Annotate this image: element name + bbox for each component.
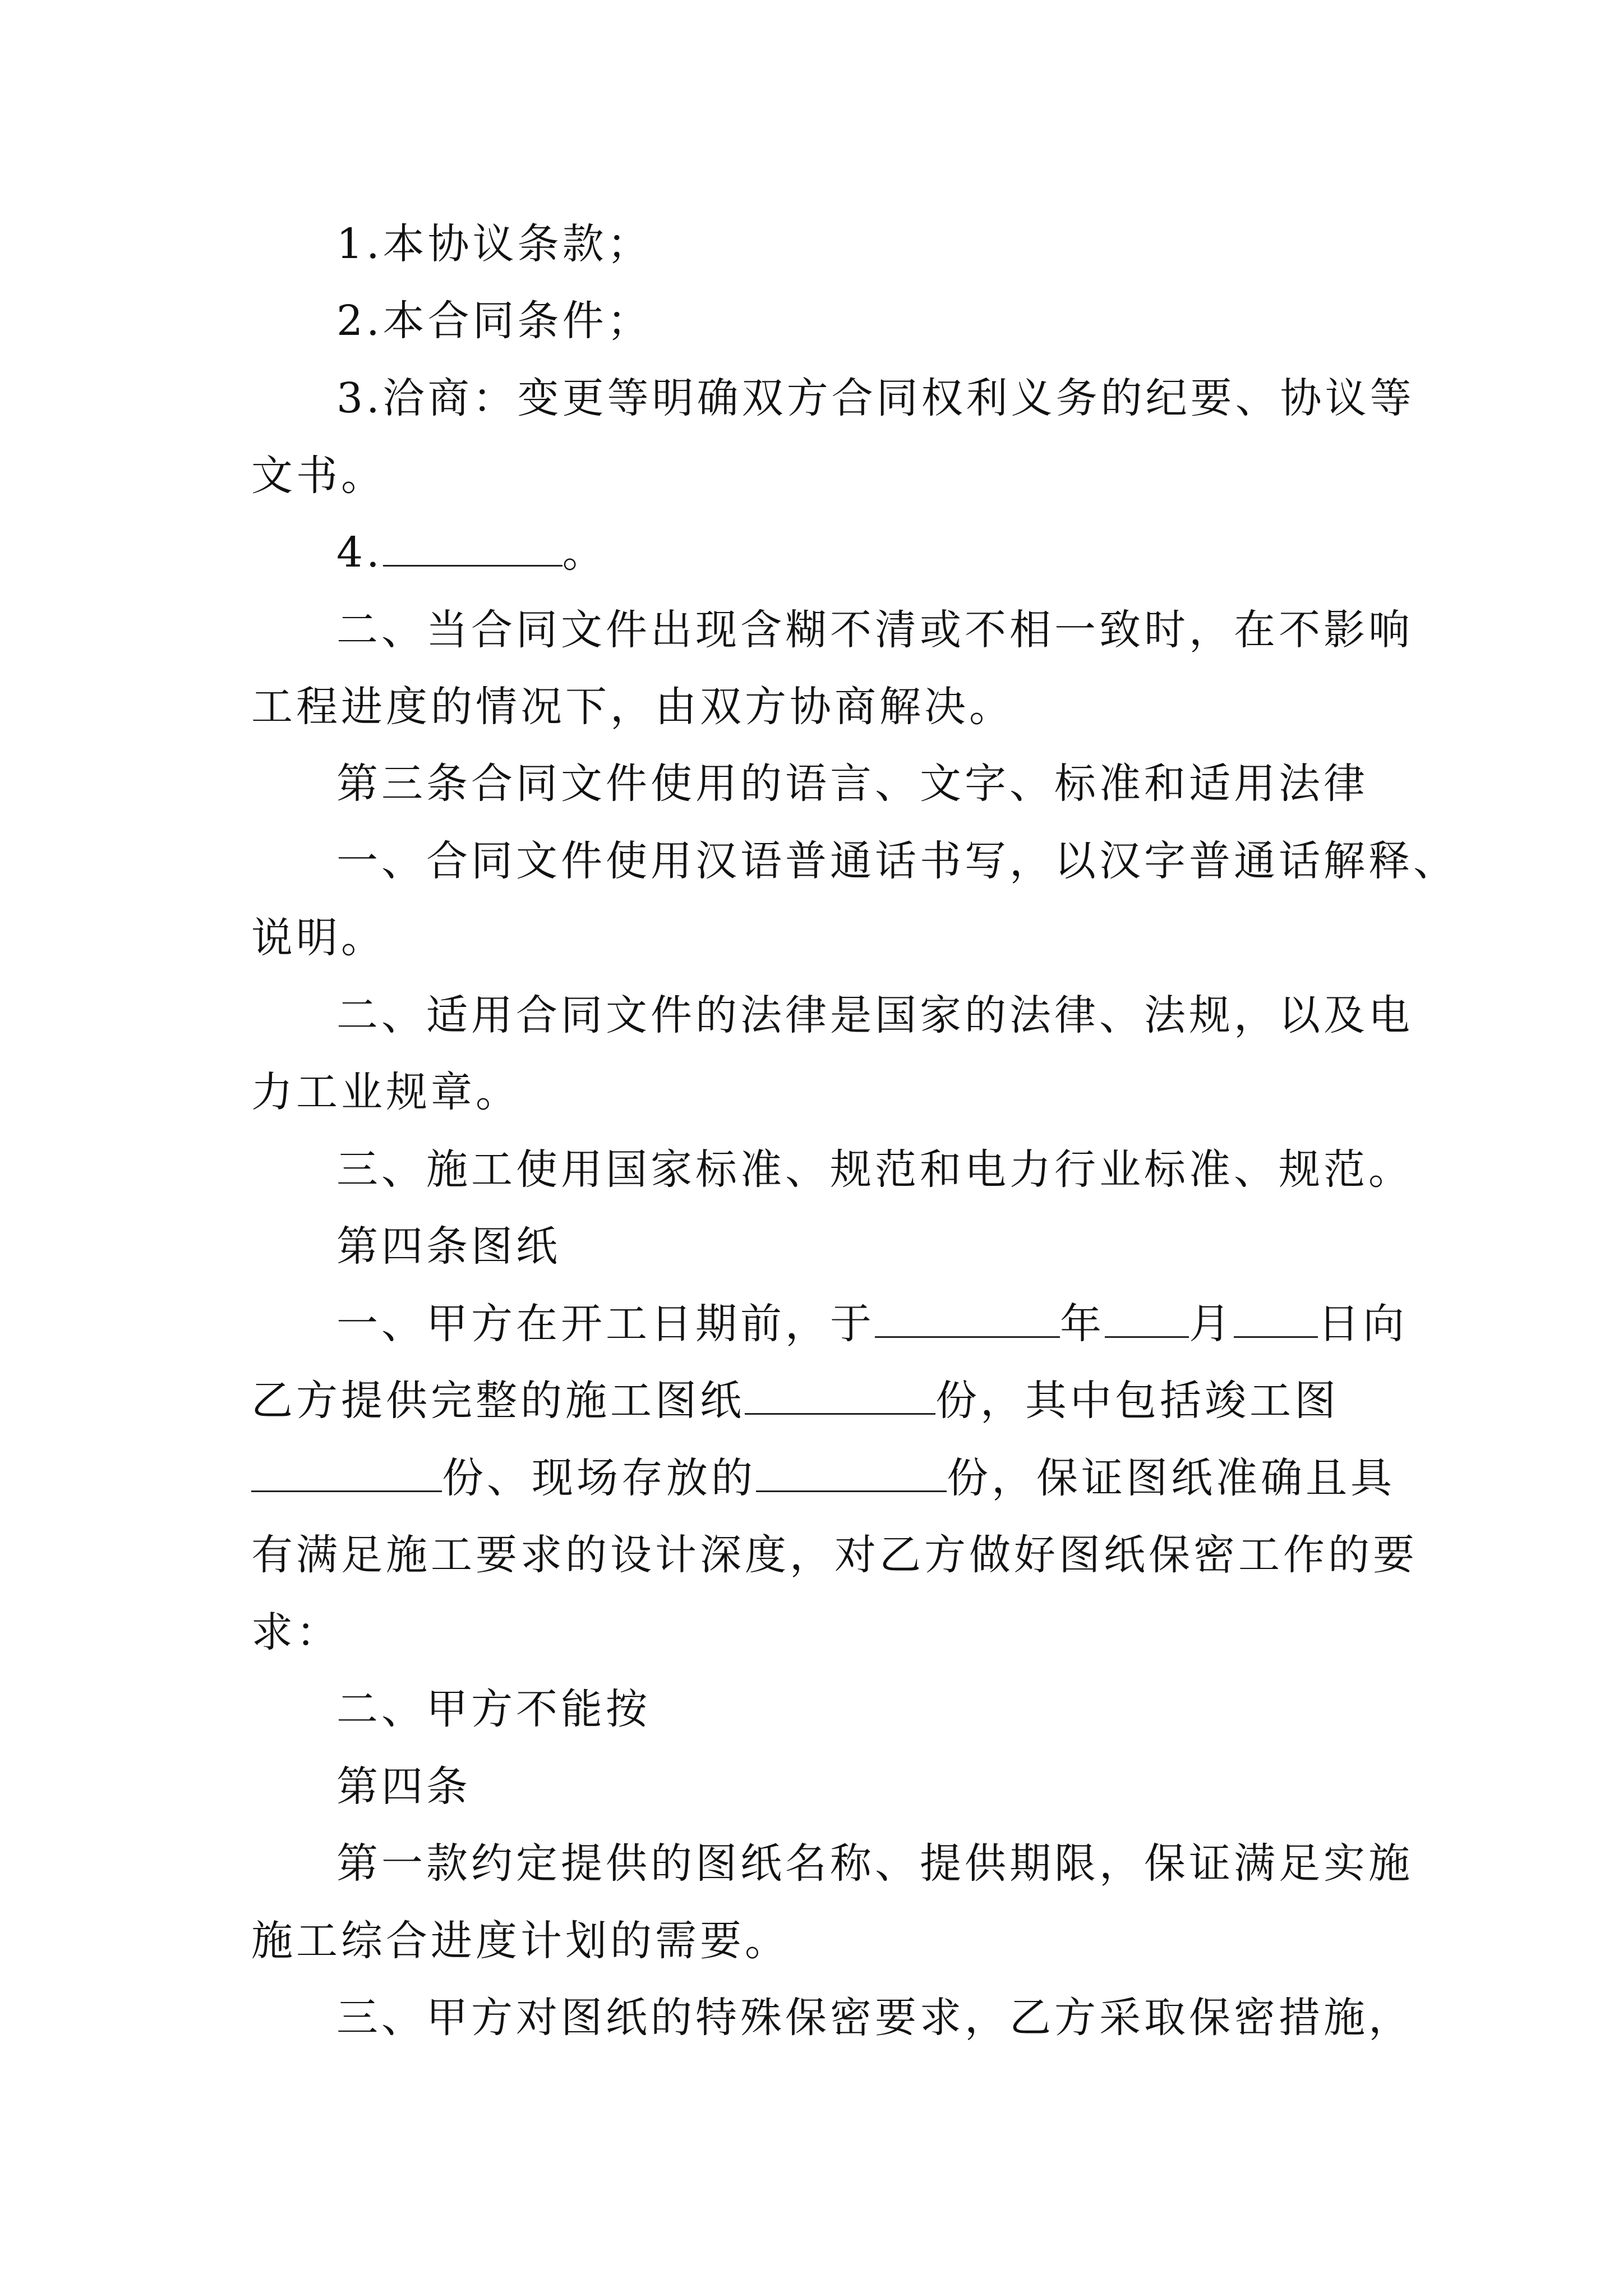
article-4-item-1: [336, 1296, 1408, 1352]
article-4-item-1-cont-3: [251, 1527, 1418, 1583]
article-4-item-1-cont-1: [251, 1373, 1390, 1429]
article-4-item-2: [336, 1681, 1391, 1737]
article-3-item-1-cont-text: 说明。: [251, 914, 386, 962]
article-3-heading-text: 第三条合同文件使用的语言、文字、标准和适用法律: [336, 760, 1368, 808]
article-3-item-2-text: 二、适用合同文件的法律是国家的法律、法规，以及电: [336, 991, 1413, 1039]
article-3-item-2-cont-text: 力工业规章。: [251, 1068, 520, 1116]
article-4-ref-text: 第四条: [336, 1763, 471, 1811]
year-blank: [875, 1297, 1060, 1338]
month-label: 月: [1189, 1300, 1234, 1348]
guarantee-text: 份，保证图纸准确且具: [947, 1454, 1395, 1502]
article-4-clause-1-text: 第一款约定提供的图纸名称、提供期限，保证满足实施: [336, 1839, 1413, 1888]
article-3-item-2-cont: [251, 1064, 1390, 1120]
onsite-copies-text: 份、现场存放的: [442, 1454, 756, 1502]
clause-item-4-label: 4.: [336, 528, 383, 577]
article-3-item-1: [336, 833, 1458, 889]
article-4-item-3: [336, 1990, 1413, 2046]
article-4-clause-1-cont: [251, 1913, 1390, 1969]
article-4-item-1-cont-4-text: 求：: [251, 1608, 341, 1657]
article-4-item-3-text: 三、甲方对图纸的特殊保密要求，乙方采取保密措施，: [336, 1994, 1413, 2042]
paragraph-2-cont-text: 工程进度的情况下，由双方协商解决。: [251, 683, 1014, 731]
year-label: 年: [1060, 1300, 1105, 1348]
drawing-copies-blank: [745, 1374, 935, 1415]
day-blank: [1234, 1297, 1318, 1338]
article-3-item-2: [336, 987, 1413, 1043]
month-blank: [1105, 1297, 1189, 1338]
day-label: 日向: [1318, 1300, 1408, 1348]
drawing-copies-text: 乙方提供完整的施工图纸: [251, 1377, 745, 1425]
article-3-heading: [336, 756, 1391, 812]
clause-item-2: [336, 293, 1391, 349]
article-4-item-1-cont-2: [251, 1450, 1395, 1506]
article-3-item-1-cont: [251, 910, 1390, 966]
clause-item-4: [336, 524, 1391, 581]
article-4-ref: [336, 1759, 1391, 1815]
article-4-clause-1: [336, 1835, 1413, 1892]
as-built-blank: [251, 1451, 442, 1492]
clause-item-1-text: 1.本协议条款；: [336, 220, 652, 268]
article-3-item-3: [336, 1142, 1413, 1198]
article-4-item-1-text: 一、甲方在开工日期前，于: [336, 1300, 875, 1348]
article-4-item-2-text: 二、甲方不能按: [336, 1685, 651, 1733]
clause-item-3-cont: [251, 448, 1390, 504]
clause-item-2-text: 2.本合同条件；: [336, 297, 652, 345]
paragraph-2: [336, 602, 1413, 658]
as-built-text: 份，其中包括竣工图: [935, 1377, 1339, 1425]
clause-item-3-text: 3.洽商：变更等明确双方合同权利义务的纪要、协议等: [336, 374, 1415, 422]
clause-item-4-end: 。: [562, 528, 607, 577]
article-4-heading-text: 第四条图纸: [336, 1222, 561, 1271]
article-3-item-1-text: 一、合同文件使用汉语普通话书写，以汉字普通话解释、: [336, 837, 1458, 885]
clause-item-3-cont-text: 文书。: [251, 452, 386, 500]
paragraph-2-cont: [251, 679, 1390, 735]
onsite-copies-blank: [756, 1451, 947, 1492]
clause-item-1: [336, 216, 1391, 272]
clause-item-3: [336, 370, 1415, 426]
article-4-item-1-cont-3-text: 有满足施工要求的设计深度，对乙方做好图纸保密工作的要: [251, 1531, 1418, 1579]
clause-item-4-blank: [383, 526, 562, 567]
article-4-clause-1-cont-text: 施工综合进度计划的需要。: [251, 1917, 790, 1965]
article-3-item-3-text: 三、施工使用国家标准、规范和电力行业标准、规范。: [336, 1145, 1413, 1194]
article-4-item-1-cont-4: [251, 1604, 1390, 1660]
article-4-heading: [336, 1218, 1391, 1274]
paragraph-2-text: 二、当合同文件出现含糊不清或不相一致时，在不影响: [336, 606, 1413, 654]
